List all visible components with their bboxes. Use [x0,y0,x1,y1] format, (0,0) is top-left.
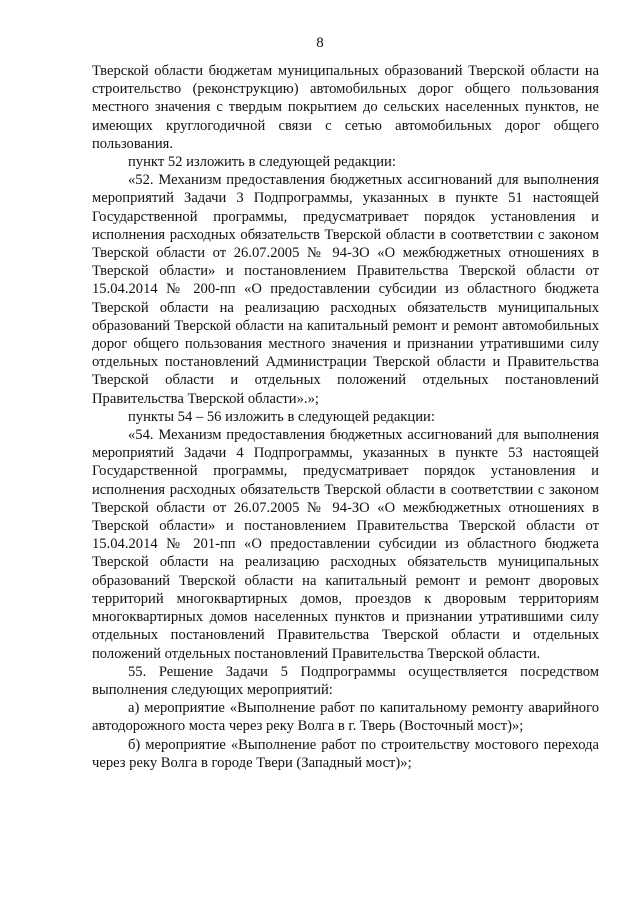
paragraph-item-55: 55. Решение Задачи 5 Подпрограммы осуществляется посредством выполнения следующих мероприятий: [92,663,599,698]
paragraph-item-52-instruction: пункт 52 изложить в следующей редакции: [128,154,396,171]
paragraph-subitem-b: б) мероприятие «Выполнение работ по строительству мостового перехода через реку Волга в городе Твери (Западный мост)»; [92,736,599,771]
paragraph-continuation: Тверской области бюджетам муниципальных образований Тверской области на строительство (реконструкцию) автомобильных дорог общего пользования местного значения с твердым покрытием до сельских населенных пунктов, не имеющих круглогодичной связи с сетью автомобильных дорог общего пользования. [92,63,599,152]
paragraph-item-54: «54. Механизм предоставления бюджетных ассигнований для выполнения мероприятий Задачи 4 Подпрограммы, указанных в пункте 53 настоящей Государственной программы, предусматривает порядок установления и исполнения расходных обязательств Тверской области в соответствии с законом Тверской области от 26.07.2005 № 94-ЗО «О межбюджетных отношениях в Тверской области» и постановлением Правительства Тверской области от 15.04.2014 № 201-пп «О предоставлении субсидии из областного бюджета Тверской области на реализацию расходных обязательств муниципальных образований Тверской области на капитальный ремонт и ремонт дворовых территорий многоквартирных домов, проездов к дворовым территориям многоквартирных домов населенных пунктов и признании утратившими силу отдельных постановлений Правительства Тверской области и отдельных положений отдельных постановлений Правительства Тверской области. [92,427,599,662]
paragraph-subitem-a: а) мероприятие «Выполнение работ по капитальному ремонту аварийного автодорожного моста через реку Волга в г. Тверь (Восточный мост)»; [92,700,599,735]
paragraph-item-52: «52. Механизм предоставления бюджетных ассигнований для выполнения мероприятий Задачи 3 Подпрограммы, указанных в пункте 51 настоящей Государственной программы, предусматривает порядок установления и исполнения расходных обязательств Тверской области в соответствии с законом Тверской области от 26.07.2005 № 94-ЗО «О межбюджетных отношениях в Тверской области» и постановлением Правительства Тверской области от 15.04.2014 № 200-пп «О предоставлении субсидии из областного бюджета Тверской области на реализацию расходных обязательств муниципальных образований Тверской области на капитальный ремонт и ремонт автомобильных дорог общего пользования местного значения и признании утратившими силу отдельных постановлений Администрации Тверской области и Правительства Тверской области и отдельных положений отдельных постановлений Правительства Тверской области».»; [92,172,599,407]
paragraph-items-54-56-instruction: пункты 54 – 56 изложить в следующей редакции: [128,408,435,425]
document-body [92,62,599,772]
page-number: 8 [316,35,324,51]
